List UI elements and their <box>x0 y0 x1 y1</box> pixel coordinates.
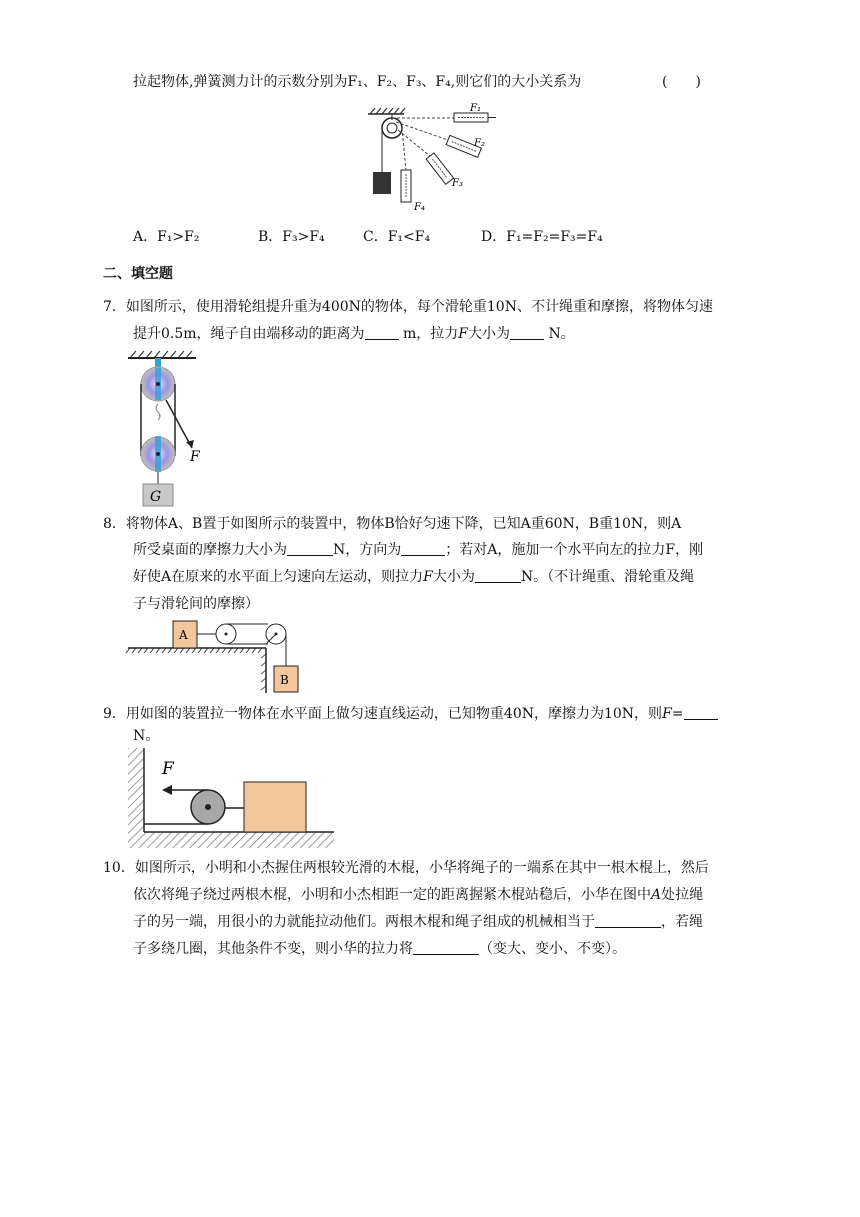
q9-figure <box>128 748 338 853</box>
q6-option-b[interactable]: B．F₃>F₄ <box>258 229 325 245</box>
q9-blank-force[interactable] <box>684 705 718 720</box>
q10-blank-machine[interactable] <box>595 913 661 928</box>
q6-label-f1: F₁ <box>470 103 481 114</box>
q8-line2: 所受桌面的摩擦力大小为 N，方向为 ；若对A，施加一个水平向左的拉力F，刚 <box>133 542 704 558</box>
q7-label-f: F <box>190 449 200 465</box>
q7-figure <box>126 348 216 508</box>
q8-blank-pull-force[interactable] <box>475 568 521 583</box>
q10-number: 10． <box>103 860 135 876</box>
q8-label-b: B <box>280 673 289 687</box>
q8-blank-friction[interactable] <box>287 541 333 556</box>
q8-line1: 8．将物体A、B置于如图所示的装置中，物体B恰好匀速下降，已知A重60N，B重10N，则A <box>103 516 682 532</box>
q6-option-c[interactable]: C．F₁<F₄ <box>363 229 431 245</box>
q6-label-f4: F₄ <box>414 202 425 213</box>
q8-line4: 子与滑轮间的摩擦） <box>133 596 259 612</box>
q8-blank-direction[interactable] <box>401 541 445 556</box>
q6-label-f2: F₂ <box>474 138 485 149</box>
q10-blank-change[interactable] <box>413 940 479 955</box>
q6-stem: 拉起物体,弹簧测力计的示数分别为F₁、F₂、F₃、F₄,则它们的大小关系为 <box>133 74 582 90</box>
q10-line4: 子多绕几圈，其他条件不变，则小华的拉力将 （变大、变小、不变）。 <box>133 941 626 957</box>
q10-line2: 依次将绳子绕过两根木棍，小明和小杰相距一定的距离握紧木棍站稳后，小华在图中A处拉绳 <box>133 887 704 903</box>
q10-line1: 10．如图所示，小明和小杰握住两根较光滑的木棍，小华将绳子的一端系在其中一根木棍上，然后 <box>103 860 709 876</box>
q7-blank-force[interactable] <box>510 325 544 340</box>
q6-answer-paren: ( ) <box>662 74 701 90</box>
q9-label-f: F <box>162 759 174 779</box>
q9-line1: 9．用如图的装置拉一物体在水平面上做匀速直线运动，已知物重40N，摩擦力为10N，则F= <box>103 704 718 724</box>
q9-line2: N。 <box>133 728 160 744</box>
q6-label-f3: F₃ <box>452 178 463 189</box>
q6-figure <box>366 100 506 213</box>
q7-blank-distance[interactable] <box>365 325 399 340</box>
q7-number: 7． <box>103 299 126 315</box>
section-title: 二、填空题 <box>103 266 173 282</box>
q8-line3: 好使A在原来的水平面上匀速向左运动，则拉力F大小为 N。（不计绳重、滑轮重及绳 <box>133 569 695 585</box>
q7-label-g: G <box>150 489 162 505</box>
q6-option-d[interactable]: D．F₁=F₂=F₃=F₄ <box>481 229 603 245</box>
q9-number: 9． <box>103 706 126 722</box>
q8-label-a: A <box>179 628 188 642</box>
q7-line2: 提升0.5m，绳子自由端移动的距离为 m，拉力F大小为 N。 <box>133 326 575 342</box>
q6-option-a[interactable]: A．F₁>F₂ <box>133 229 200 245</box>
q8-figure <box>128 618 303 693</box>
q10-line3: 子的另一端，用很小的力就能拉动他们。两根木棍和绳子组成的机械相当于 ，若绳 <box>133 914 703 930</box>
q8-number: 8． <box>103 516 126 532</box>
q7-line1: 7．如图所示，使用滑轮组提升重为400N的物体，每个滑轮重10N、不计绳重和摩擦，将物体匀速 <box>103 299 713 315</box>
